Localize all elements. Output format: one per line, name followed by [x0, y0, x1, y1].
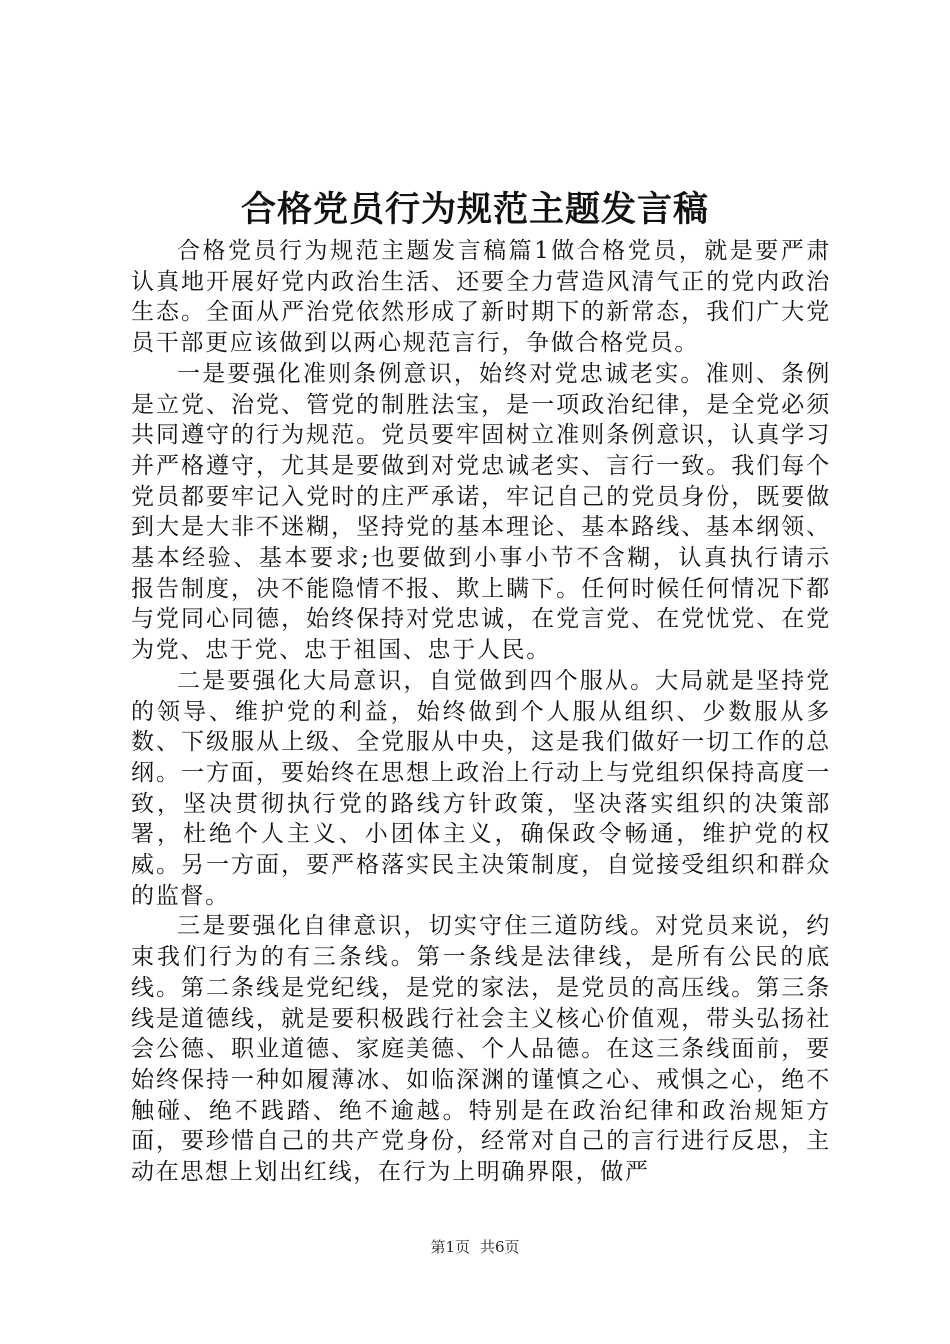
- paragraph-4: 三是要强化自律意识，切实守住三道防线。对党员来说，约束我们行为的有三条线。第一条线是法律线，是所有公民的底线。第二条线是党纪线，是党的家法，是党员的高压线。第三条线是道德线，就是要积极践行社会主义核心价值观，带头弘扬社会公德、职业道德、家庭美德、个人品德。在这三条线面前，要始终保持一种如履薄冰、如临深渊的谨慎之心、戒惧之心，绝不触碰、绝不践踏、绝不逾越。特别是在政治纪律和政治规矩方面，要珍惜自己的共产党身份，经常对自己的言行进行反思，主动在思想上划出红线，在行为上明确界限，做严: [131, 913, 831, 1186]
- paragraph-1: 合格党员行为规范主题发言稿篇1做合格党员，就是要严肃认真地开展好党内政治生活、还要全力营造风清气正的党内政治生态。全面从严治党依然形成了新时期下的新常态，我们广大党员干部更应该做到以两心规范言行，争做合格党员。: [131, 238, 831, 357]
- document-body: [131, 236, 831, 1188]
- page-total: 共6页: [480, 1238, 520, 1256]
- paragraph-3: 二是要强化大局意识，自觉做到四个服从。大局就是坚持党的领导、维护党的利益，始终做到个人服从组织、少数服从多数、下级服从上级、全党服从中央，这是我们做好一切工作的总纲。一方面，要始终在思想上政治上行动上与党组织保持高度一致，坚决贯彻执行党的路线方针政策，坚决落实组织的决策部署，杜绝个人主义、小团体主义，确保政令畅通，维护党的权威。另一方面，要严格落实民主决策制度，自觉接受组织和群众的监督。: [131, 667, 831, 909]
- page-footer: [0, 1237, 950, 1257]
- paragraph-2: 一是要强化准则条例意识，始终对党忠诚老实。准则、条例是立党、治党、管党的制胜法宝，是一项政治纪律，是全党必须共同遵守的行为规范。党员要牢固树立准则条例意识，认真学习并严格遵守，尤其是要做到对党忠诚老实、言行一致。我们每个党员都要牢记入党时的庄严承诺，牢记自己的党员身份，既要做到大是大非不迷糊，坚持党的基本理论、基本路线、基本纲领、基本经验、基本要求;也要做到小事小节不含糊，认真执行请示报告制度，决不能隐情不报、欺上瞒下。任何时候任何情况下都与党同心同德，始终保持对党忠诚，在党言党、在党忧党、在党为党、忠于党、忠于祖国、忠于人民。: [131, 360, 831, 664]
- page-number: 第1页: [430, 1238, 470, 1256]
- document-title: 合格党员行为规范主题发言稿: [240, 190, 709, 230]
